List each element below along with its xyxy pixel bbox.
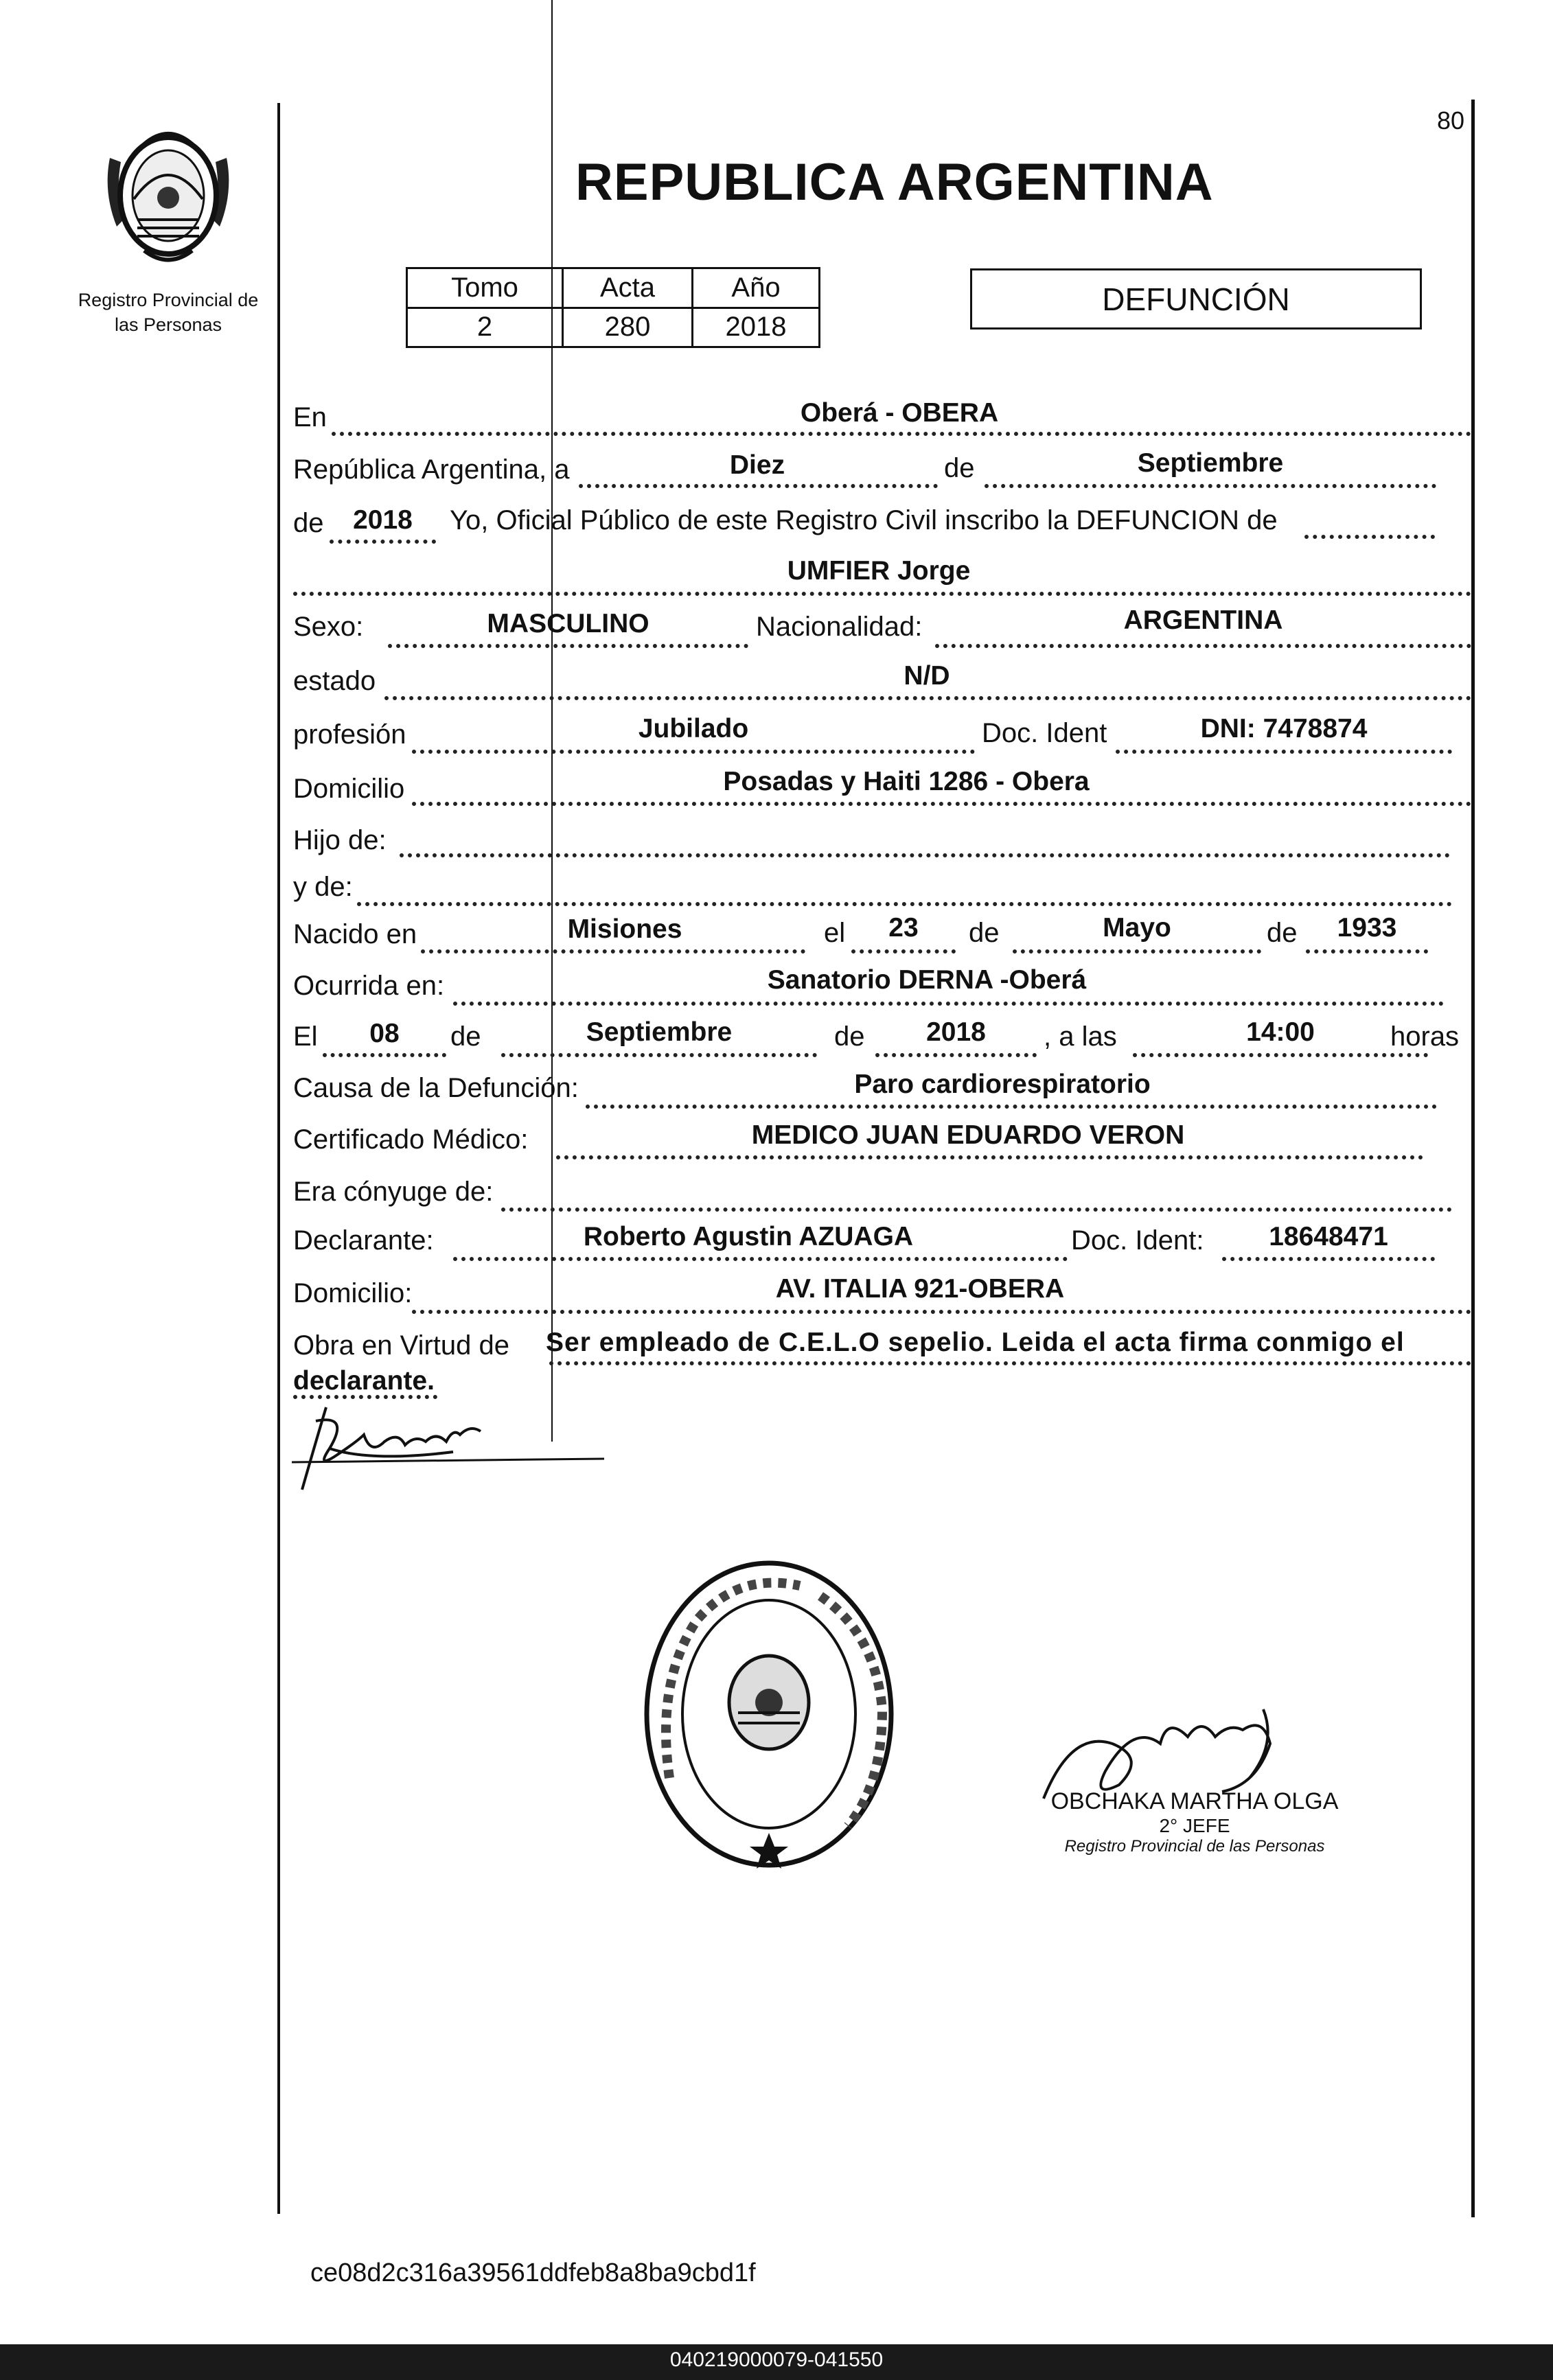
doc-ident-label: Doc. Ident [982, 718, 1107, 748]
anio-value: 2018 [353, 505, 413, 535]
hora-value: 14:00 [1246, 1017, 1315, 1047]
misiones-seal-logo [96, 117, 240, 275]
declarant-signature [288, 1394, 611, 1497]
document-hash: ce08d2c316a39561ddfeb8a8ba9cbd1f [310, 2258, 756, 2287]
yo-text: Yo, Oficial Público de este Registro Civil inscribo la DEFUNCION de [450, 505, 1278, 535]
nacido-mes-value: Mayo [1103, 913, 1171, 943]
mes-value: Septiembre [1137, 448, 1284, 478]
domicilio-line [412, 802, 1471, 806]
doc-ident2-label: Doc. Ident: [1071, 1225, 1204, 1256]
left-margin-line [277, 103, 280, 2214]
nacido-dia-line [851, 949, 956, 954]
sexo-value: MASCULINO [487, 609, 649, 638]
estado-line [384, 696, 1471, 700]
profesion-value: Jubilado [638, 714, 749, 743]
estado-label: estado [293, 666, 376, 696]
domicilio-value: Posadas y Haiti 1286 - Obera [723, 767, 1090, 796]
nacionalidad-line [935, 644, 1471, 648]
header-tomo: Tomo [407, 268, 563, 308]
conyuge-line [501, 1208, 1452, 1212]
value-ano: 2018 [693, 308, 820, 347]
dia-line [579, 484, 938, 488]
obra-text: Ser empleado de C.E.L.O sepelio. Leida el acta firma conmigo el [546, 1328, 1405, 1357]
nombre-value: UMFIER Jorge [787, 556, 971, 586]
domicilio2-label: Domicilio: [293, 1278, 413, 1308]
doc-ident-value: DNI: 7478874 [1200, 714, 1368, 743]
domicilio2-value: AV. ITALIA 921-OBERA [775, 1274, 1065, 1304]
causa-line [586, 1105, 1437, 1109]
declarante-line [453, 1257, 1068, 1261]
fallec-anio-line [875, 1053, 1037, 1057]
certificado-value: MEDICO JUAN EDUARDO VERON [751, 1120, 1185, 1150]
record-type-box: DEFUNCIÓN [970, 268, 1422, 330]
declarante-value: Roberto Agustin AZUAGA [583, 1222, 914, 1251]
de5-label: de [450, 1021, 481, 1052]
y-de-line [357, 902, 1452, 906]
horas-label: horas [1390, 1021, 1460, 1052]
nacionalidad-label: Nacionalidad: [756, 612, 923, 642]
conyuge-label: Era cónyuge de: [293, 1177, 494, 1207]
fallec-anio-value: 2018 [926, 1017, 986, 1047]
lugar-value: Oberá - OBERA [800, 398, 999, 428]
causa-label: Causa de la Defunción: [293, 1073, 579, 1103]
page-number: 80 [1437, 106, 1465, 135]
declarante-label: Declarante: [293, 1225, 434, 1256]
profesion-label: profesión [293, 719, 406, 750]
official-role: 2° JEFE [1159, 1815, 1230, 1836]
ocurrida-value: Sanatorio DERNA -Oberá [767, 965, 1087, 995]
domicilio-label: Domicilio [293, 774, 405, 804]
de4-label: de [1267, 918, 1298, 948]
nacido-dia-value: 23 [888, 913, 919, 943]
nacido-lugar-value: Misiones [567, 914, 682, 944]
doc-ident2-value: 18648471 [1269, 1222, 1388, 1251]
nacido-anio-value: 1933 [1337, 913, 1397, 943]
certificado-line [556, 1155, 1423, 1159]
obra-line [549, 1361, 1471, 1365]
mes-line [985, 484, 1436, 488]
fallec-dia-value: 08 [369, 1019, 400, 1048]
dia-value: Diez [729, 450, 785, 480]
republica-label: República Argentina, a [293, 454, 570, 485]
anio-line [330, 540, 436, 544]
causa-value: Paro cardiorespiratorio [854, 1070, 1151, 1099]
domicilio2-line [412, 1310, 1471, 1314]
fallec-mes-line [501, 1053, 817, 1057]
header-acta: Acta [563, 268, 693, 308]
ocurrida-label: Ocurrida en: [293, 971, 445, 1001]
official-org: Registro Provincial de las Personas [1064, 1837, 1325, 1856]
alas-label: , a las [1044, 1021, 1117, 1052]
footer-code: 040219000079-041550 [669, 2348, 884, 2371]
estado-value: N/D [904, 661, 950, 691]
official-block [1030, 1788, 1359, 1856]
nacido-anio-line [1306, 949, 1428, 954]
nombre-line [293, 592, 1471, 596]
header-ano: Año [693, 268, 820, 308]
nacido-lugar-line [421, 949, 805, 954]
right-margin-line [1471, 100, 1475, 2217]
el-label: el [824, 918, 846, 948]
nacido-label: Nacido en [293, 919, 417, 949]
nacionalidad-value: ARGENTINA [1123, 605, 1283, 635]
ocurrida-line [453, 1002, 1444, 1006]
lugar-line [332, 432, 1471, 436]
sexo-label: Sexo: [293, 612, 364, 642]
institution-name: Registro Provincial de las Personas [78, 290, 259, 335]
de2-label: de [293, 508, 324, 538]
profesion-line [412, 750, 975, 754]
certificado-label: Certificado Médico: [293, 1124, 529, 1155]
yo-line [1304, 535, 1435, 539]
de6-label: de [834, 1021, 865, 1052]
doc-ident2-line [1222, 1257, 1435, 1261]
en-label: En [293, 402, 327, 432]
hora-line [1133, 1053, 1428, 1057]
page-title: REPUBLICA ARGENTINA [575, 153, 1214, 211]
fallec-dia-line [323, 1053, 446, 1057]
nacido-mes-line [1013, 949, 1261, 954]
hijo-line [400, 853, 1450, 857]
tomo-acta-ano-table [406, 267, 820, 348]
delegation-stamp [642, 1558, 896, 1871]
fallec-mes-value: Septiembre [586, 1017, 733, 1047]
obra-label: Obra en Virtud de [293, 1330, 510, 1361]
official-name: OBCHAKA MARTHA OLGA [1050, 1788, 1339, 1814]
y-de-label: y de: [293, 872, 353, 902]
value-acta: 280 [563, 308, 693, 347]
sexo-line [388, 644, 748, 648]
doc-ident-line [1116, 750, 1452, 754]
obra-text2: declarante. [293, 1366, 435, 1396]
value-tomo: 2 [407, 308, 563, 347]
de3-label: de [969, 918, 1000, 948]
hijo-label: Hijo de: [293, 825, 387, 855]
el2-label: El [293, 1021, 318, 1052]
de-label: de [944, 453, 975, 483]
